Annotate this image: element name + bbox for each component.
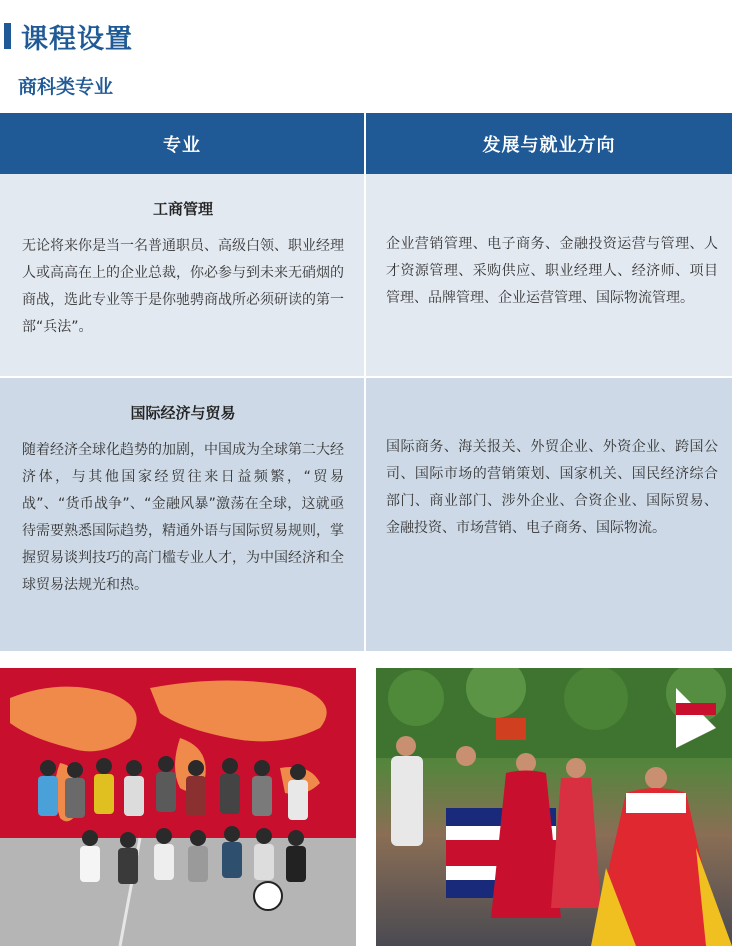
major-name: 工商管理	[152, 200, 213, 218]
table-row	[0, 174, 732, 376]
page-header	[0, 18, 133, 54]
major-description: 无论将来你是当一名普通职员、高级白领、职业经理人或高高在上的企业总裁，你必参与到未来无硝烟的商战，选此专业等于是你驰骋商战所必须研读的第一部“兵法”。	[22, 238, 344, 335]
group-photo-world-map	[0, 668, 356, 946]
major-description: 随着经济全球化趋势的加剧，中国成为全球第二大经济体，与其他国家经贸往来日益频繁，“贸易战”、“货币战争”、“金融风暴”激荡在全球，这就亟待需要熟悉国际趋势，精通外语与国际贸易规则，掌握贸易谈判技巧的高门槛专业人才，为中国经济和全球贸易法规光和热。	[22, 442, 344, 593]
major-cell	[0, 174, 366, 376]
title-accent-bar	[4, 23, 11, 49]
festival-photo-illustration	[376, 668, 732, 946]
header-career: 发展与就业方向	[366, 113, 732, 174]
career-cell	[366, 174, 732, 376]
career-list: 企业营销管理、电子商务、金融投资运营与管理、人才资源管理、采购供应、职业经理人、经济师、项目管理、品牌管理、企业运营管理、国际物流管理。	[386, 236, 718, 306]
page-title: 课程设置	[21, 23, 133, 55]
festival-photo-costa-rica-flag	[376, 668, 732, 946]
section-title: 商科类专业	[18, 76, 114, 98]
career-cell	[366, 378, 732, 651]
photo-strip	[0, 668, 732, 946]
major-cell	[0, 378, 366, 651]
table-header	[0, 113, 732, 174]
group-photo-illustration	[0, 668, 356, 946]
header-major: 专业	[0, 113, 366, 174]
table-row	[0, 376, 732, 651]
major-name: 国际经济与贸易	[130, 404, 236, 422]
course-table	[0, 113, 732, 651]
career-list: 国际商务、海关报关、外贸企业、外资企业、跨国公司、国际市场的营销策划、国家机关、国民经济综合部门、商业部门、涉外企业、合资企业、国际贸易、金融投资、市场营销、电子商务、国际物流。	[386, 439, 718, 536]
